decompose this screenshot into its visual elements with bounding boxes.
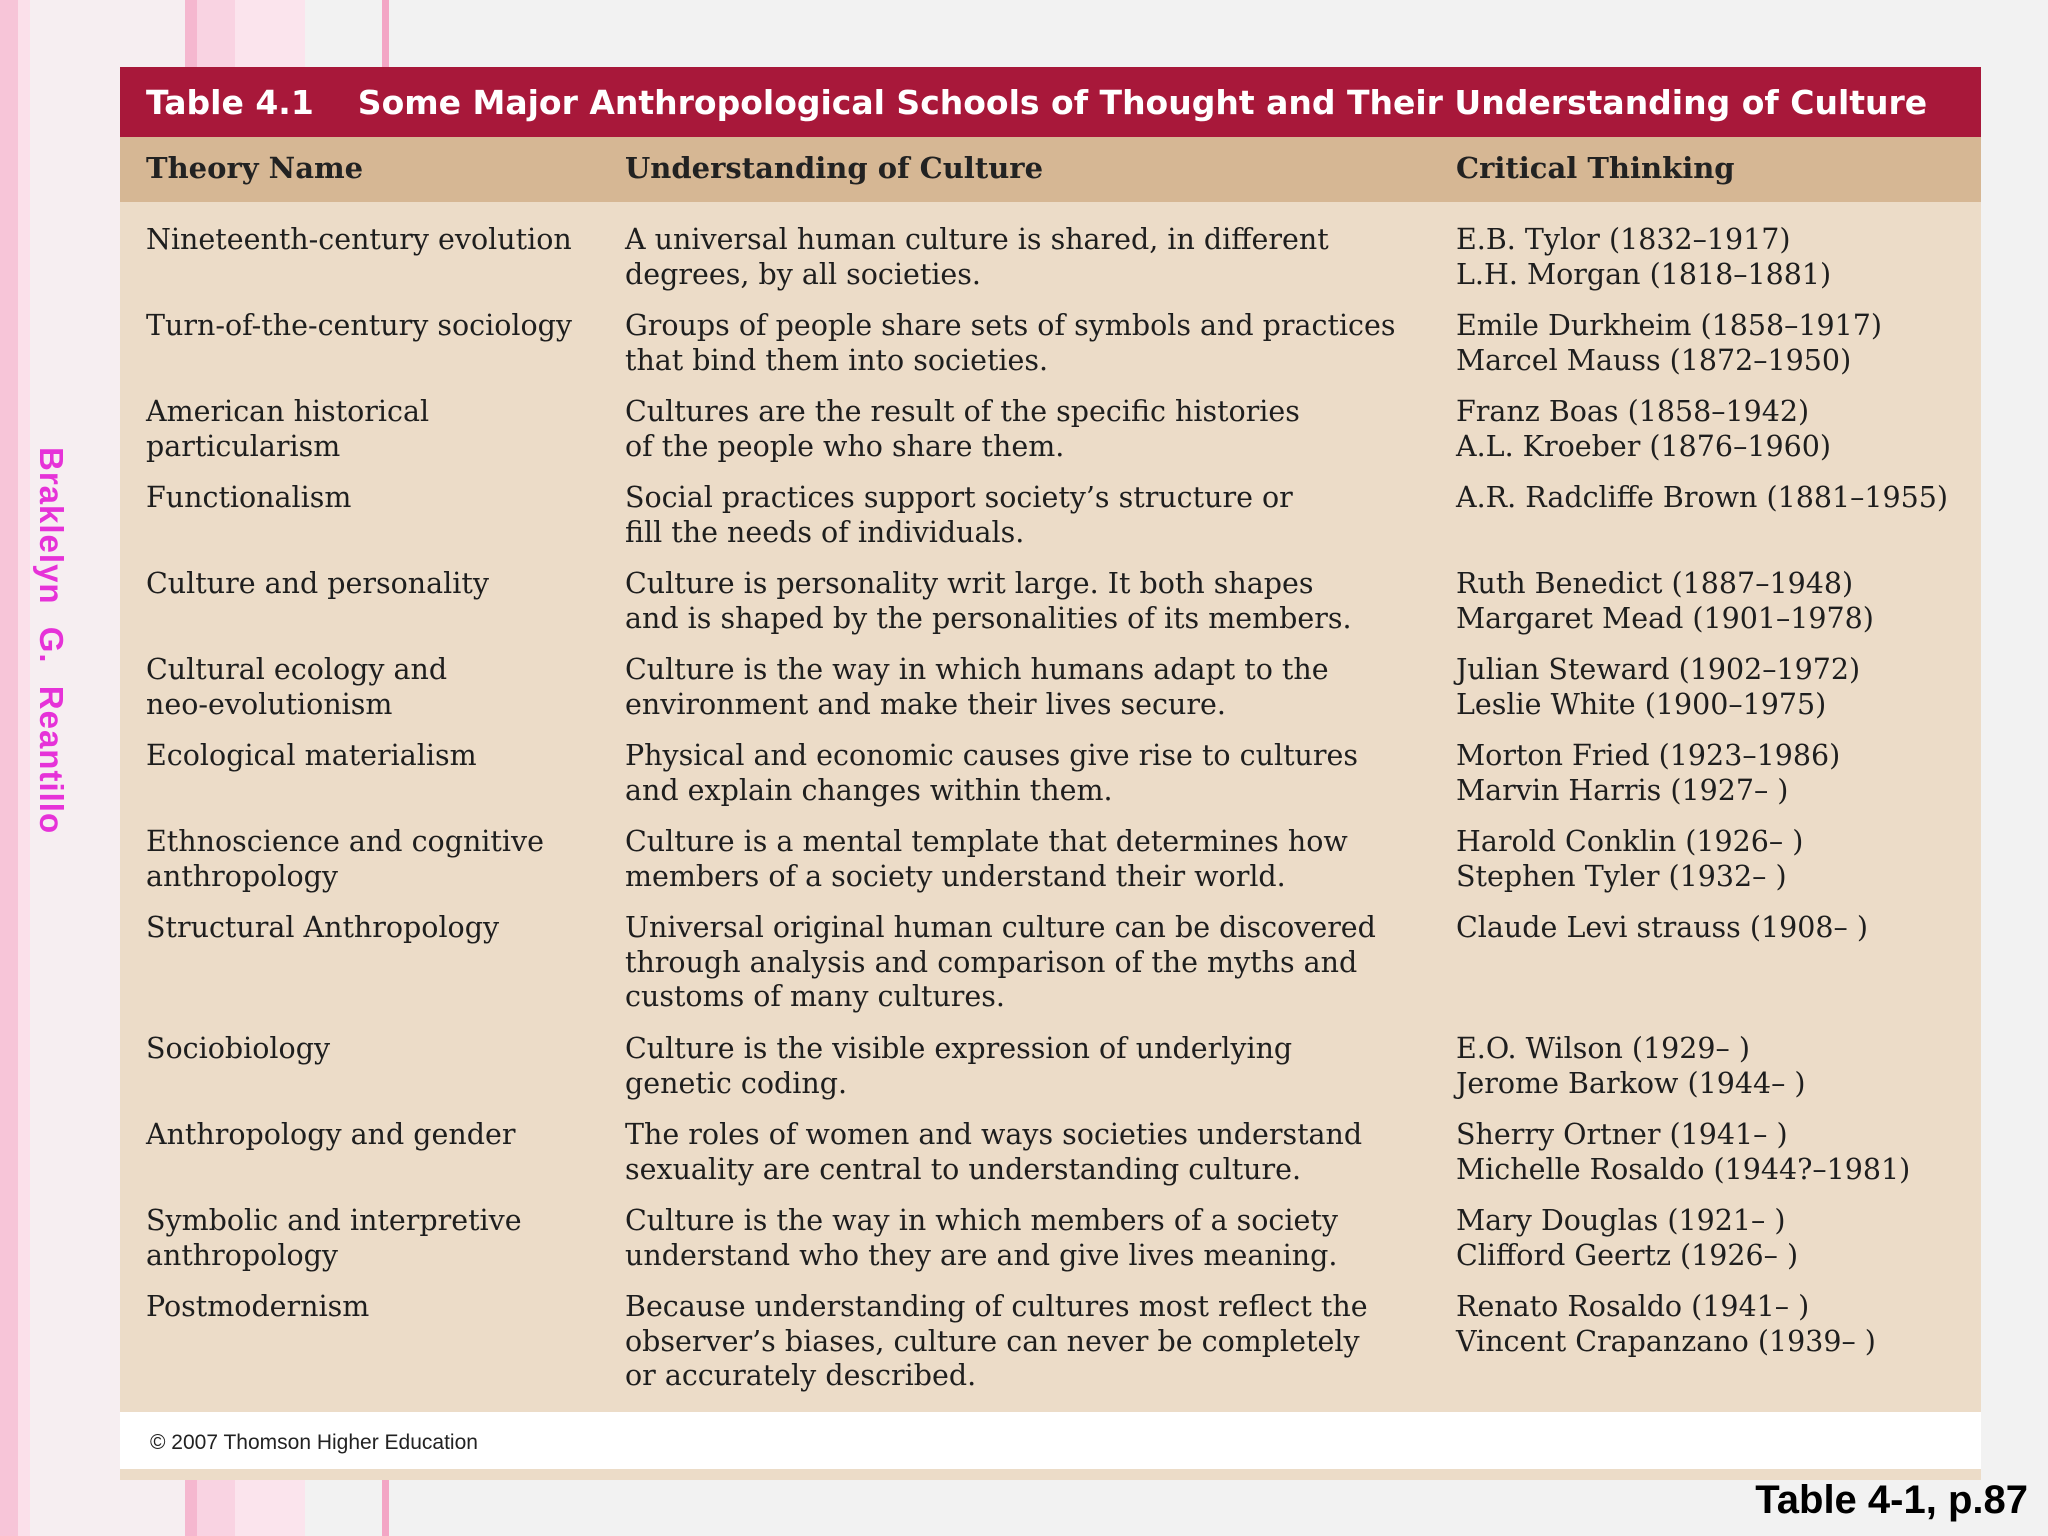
row-theory-name: Sociobiology xyxy=(146,1032,331,1065)
row-critical-thinking: Julian Steward (1902–1972) Leslie White (1900–1975) xyxy=(1456,653,1861,721)
row-understanding: Cultures are the result of the specific histories of the people who share them. xyxy=(625,395,1300,463)
row-understanding: Culture is a mental template that determines how members of a society understand their world. xyxy=(625,825,1348,893)
stripe xyxy=(18,0,30,1536)
row-theory-name: Symbolic and interpretive anthropology xyxy=(146,1204,522,1272)
row-understanding: The roles of women and ways societies understand sexuality are central to understanding culture. xyxy=(625,1118,1363,1186)
row-understanding: Culture is personality writ large. It both shapes and is shaped by the personalities of its members. xyxy=(625,567,1352,635)
row-critical-thinking: Harold Conklin (1926– ) Stephen Tyler (1932– ) xyxy=(1456,825,1804,893)
page-reference: Table 4-1, p.87 xyxy=(1755,1478,2028,1522)
author-name: Braklelyn G. Reantillo xyxy=(33,447,70,835)
table-title: Some Major Anthropological Schools of Thought and Their Understanding of Culture xyxy=(357,82,1928,122)
row-theory-name: Nineteenth-century evolution xyxy=(146,223,572,256)
row-critical-thinking: Sherry Ortner (1941– ) Michelle Rosaldo (1944?–1981) xyxy=(1456,1118,1911,1186)
row-understanding: Culture is the visible expression of underlying genetic coding. xyxy=(625,1032,1293,1100)
row-critical-thinking: Franz Boas (1858–1942) A.L. Kroeber (1876–1960) xyxy=(1456,395,1831,463)
row-understanding: Because understanding of cultures most reflect the observer’s biases, culture can never be completely or accurately described. xyxy=(625,1290,1368,1392)
header-critical-thinking: Critical Thinking xyxy=(1456,151,1735,185)
schools-table xyxy=(120,137,1981,1480)
row-critical-thinking: Ruth Benedict (1887–1948) Margaret Mead (1901–1978) xyxy=(1456,567,1874,635)
row-understanding: Groups of people share sets of symbols and practices that bind them into societies. xyxy=(625,309,1396,377)
table-header-row xyxy=(120,137,1981,202)
row-critical-thinking: Claude Levi strauss (1908– ) xyxy=(1456,911,1868,944)
header-understanding: Understanding of Culture xyxy=(625,151,1044,185)
row-theory-name: Structural Anthropology xyxy=(146,911,500,944)
row-theory-name: Ecological materialism xyxy=(146,739,477,772)
stripe xyxy=(0,0,18,1536)
row-understanding: Universal original human culture can be discovered through analysis and comparison of the myths and customs of many cultures. xyxy=(625,911,1376,1013)
row-critical-thinking: Morton Fried (1923–1986) Marvin Harris (1927– ) xyxy=(1456,739,1841,807)
row-critical-thinking: Renato Rosaldo (1941– ) Vincent Crapanzano (1939– ) xyxy=(1456,1290,1876,1358)
header-theory-name: Theory Name xyxy=(146,151,364,185)
row-critical-thinking: A.R. Radcliffe Brown (1881–1955) xyxy=(1456,481,1949,514)
row-understanding: A universal human culture is shared, in different degrees, by all societies. xyxy=(625,223,1329,291)
row-theory-name: Cultural ecology and neo-evolutionism xyxy=(146,653,448,721)
row-theory-name: Anthropology and gender xyxy=(146,1118,516,1151)
row-understanding: Culture is the way in which members of a society understand who they are and give lives meaning. xyxy=(625,1204,1338,1272)
row-theory-name: American historical particularism xyxy=(146,395,430,463)
row-theory-name: Ethnoscience and cognitive anthropology xyxy=(146,825,544,893)
row-theory-name: Postmodernism xyxy=(146,1290,370,1323)
footer-strip xyxy=(120,1412,1981,1469)
row-critical-thinking: Emile Durkheim (1858–1917) Marcel Mauss (1872–1950) xyxy=(1456,309,1883,377)
table-number: Table 4.1 xyxy=(146,82,314,122)
row-understanding: Physical and economic causes give rise to cultures and explain changes within them. xyxy=(625,739,1358,807)
row-critical-thinking: E.B. Tylor (1832–1917) L.H. Morgan (1818–1881) xyxy=(1456,223,1832,291)
row-critical-thinking: Mary Douglas (1921– ) Clifford Geertz (1926– ) xyxy=(1456,1204,1799,1272)
row-critical-thinking: E.O. Wilson (1929– ) Jerome Barkow (1944– ) xyxy=(1456,1032,1806,1100)
row-understanding: Social practices support society’s structure or fill the needs of individuals. xyxy=(625,481,1293,549)
row-theory-name: Culture and personality xyxy=(146,567,489,600)
copyright-text: © 2007 Thomson Higher Education xyxy=(150,1431,478,1454)
row-understanding: Culture is the way in which humans adapt to the environment and make their lives secure. xyxy=(625,653,1329,721)
row-theory-name: Turn-of-the-century sociology xyxy=(146,309,573,342)
row-theory-name: Functionalism xyxy=(146,481,352,514)
table-title-bar xyxy=(120,67,1981,137)
table-slide xyxy=(120,67,1981,1469)
